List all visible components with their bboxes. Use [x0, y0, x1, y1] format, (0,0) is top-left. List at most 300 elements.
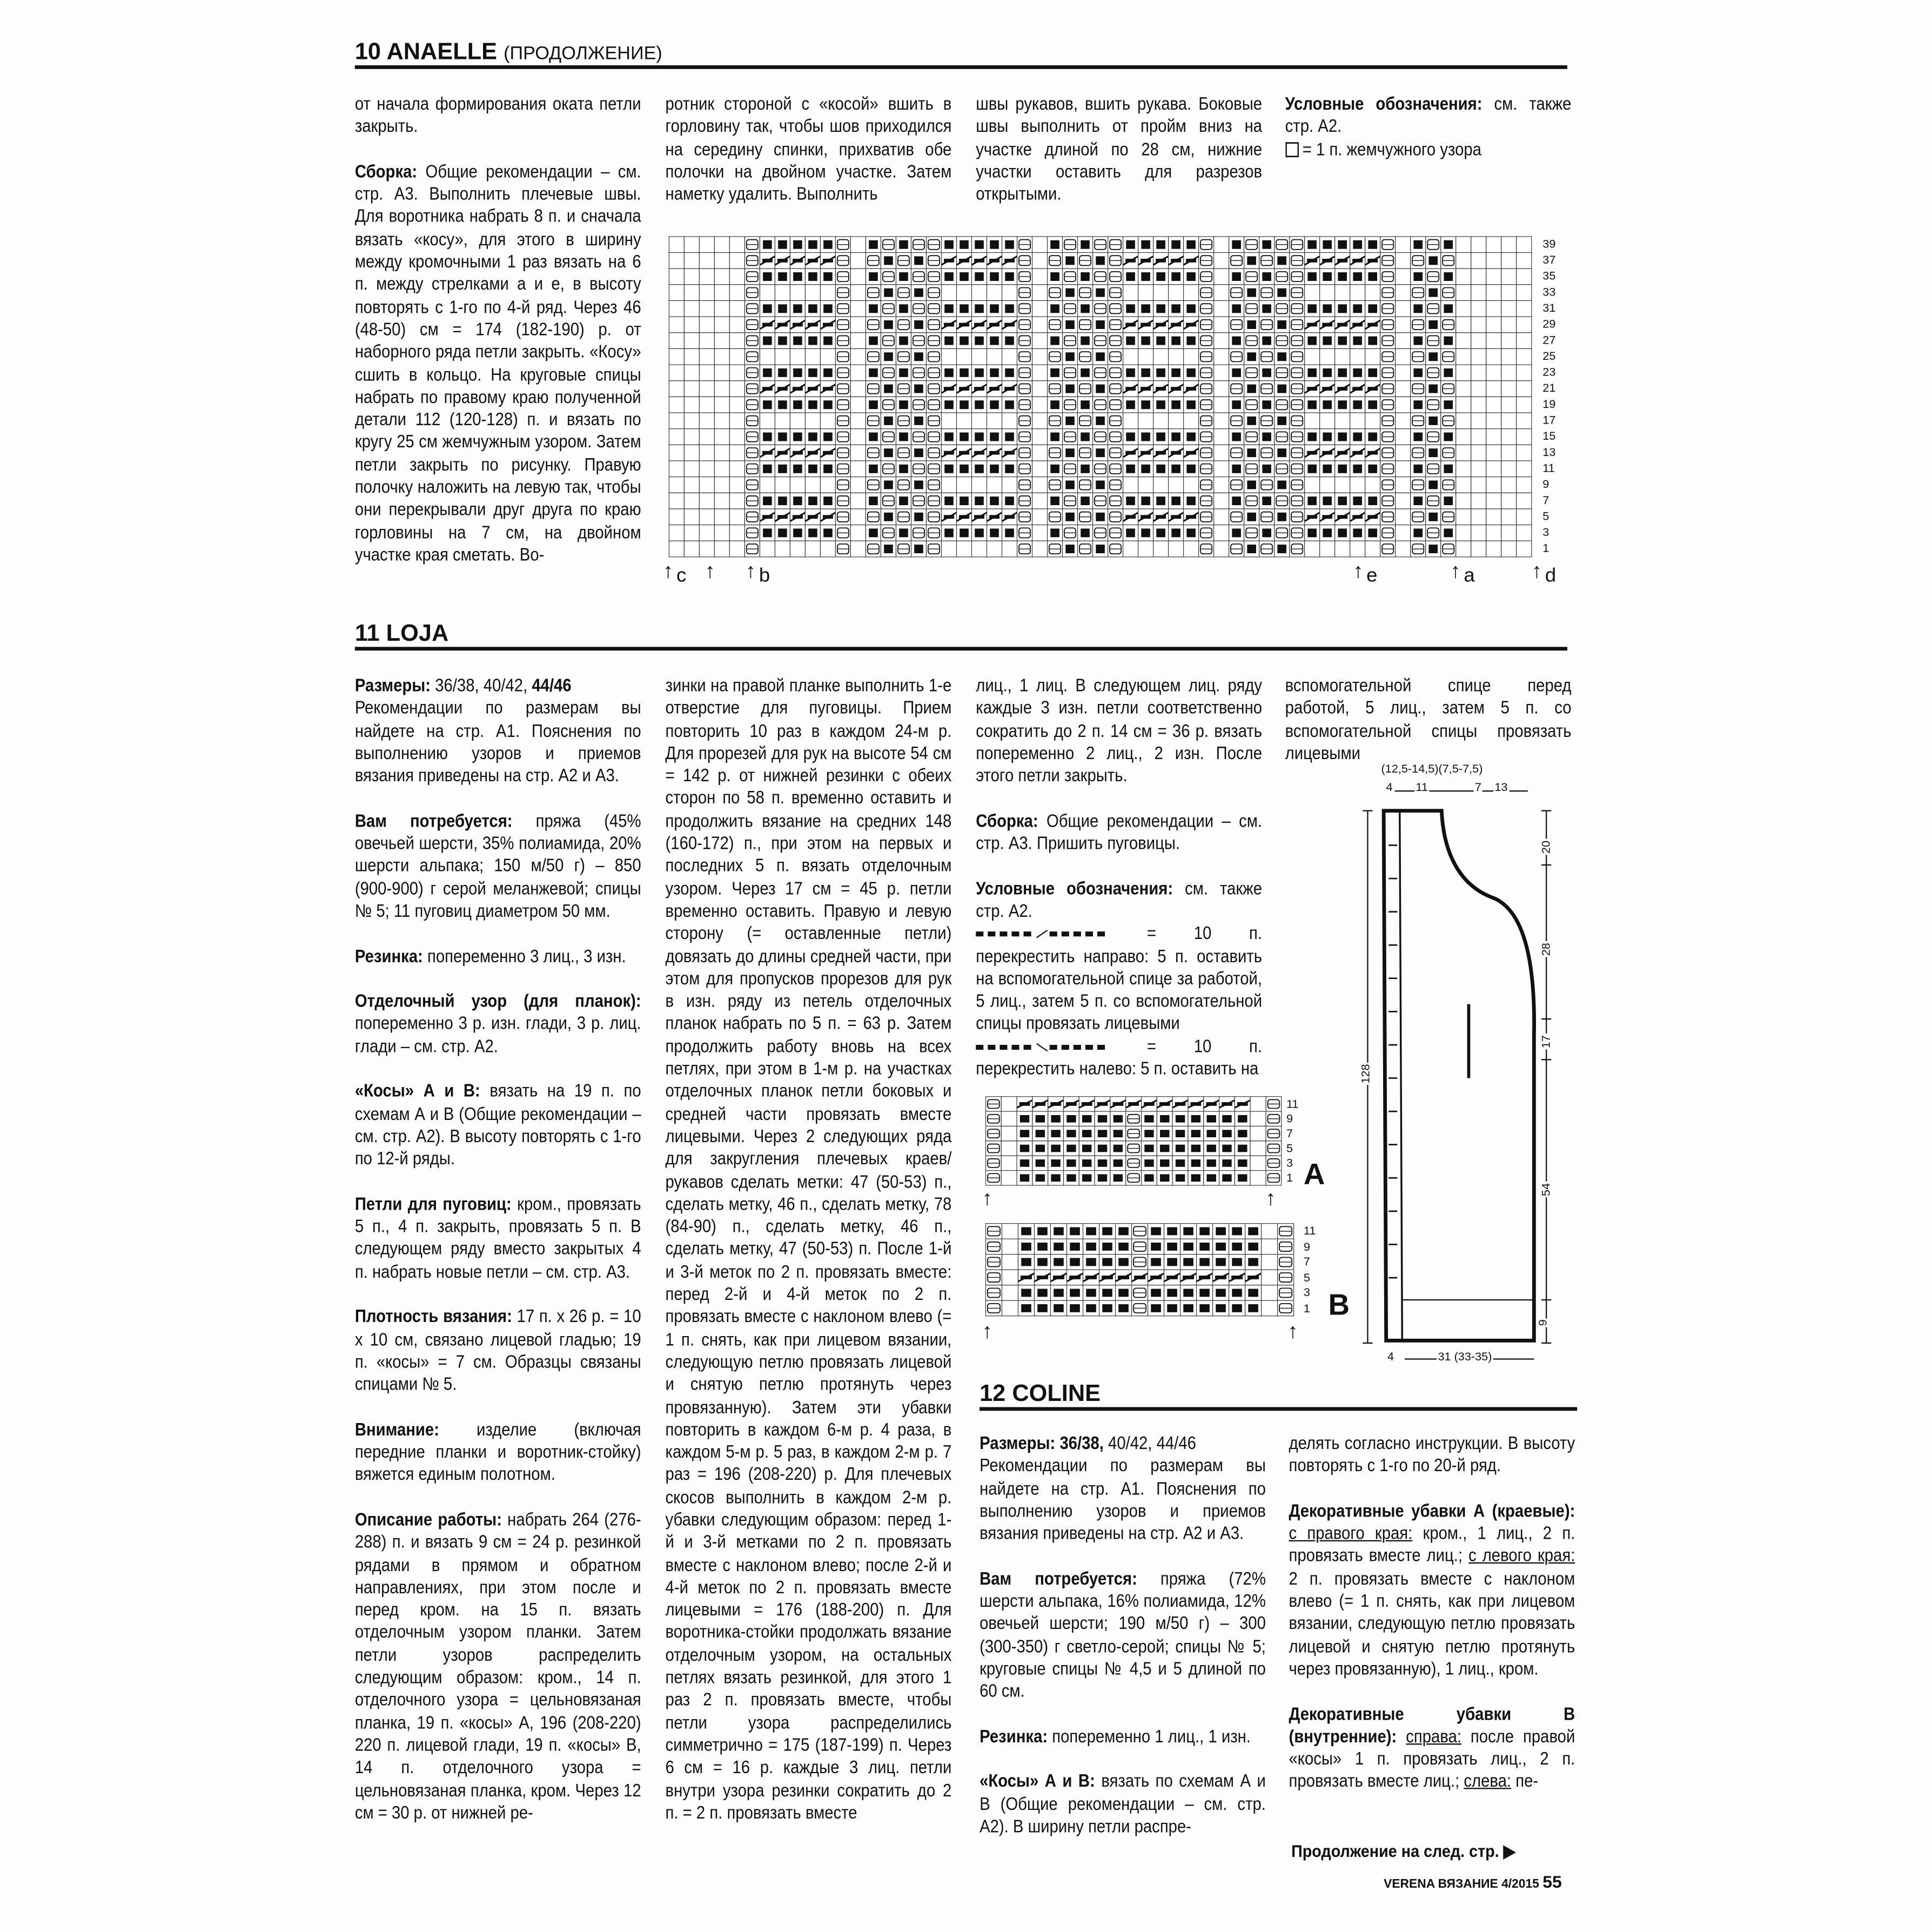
- knit-symbol: [1065, 289, 1075, 297]
- knit-symbol: [1065, 352, 1075, 361]
- chart-cell: [1032, 285, 1048, 301]
- knit-symbol: [975, 432, 984, 441]
- chart-cell: [1471, 541, 1486, 557]
- chart-cell: [1486, 285, 1501, 301]
- knit-symbol: [1065, 417, 1075, 425]
- chart-cell: [714, 397, 729, 413]
- knit-symbol: [1277, 545, 1286, 553]
- knit-symbol: [990, 497, 999, 505]
- cable-right-icon: [976, 929, 1106, 939]
- chart-cell: [1001, 1156, 1017, 1170]
- knit-symbol: [1070, 1304, 1080, 1312]
- knit-symbol: [1444, 465, 1453, 473]
- knit-symbol: [1156, 240, 1165, 249]
- chart-cell: [1250, 1141, 1266, 1156]
- paragraph-label: Резинка:: [980, 1727, 1048, 1747]
- knit-symbol: [1167, 1289, 1177, 1297]
- knit-symbol: [1444, 497, 1453, 505]
- paragraph-text: пе-: [1511, 1772, 1539, 1793]
- loja-column-2: [666, 675, 952, 1848]
- paragraph: [1289, 1433, 1575, 1478]
- knit-symbol: [1102, 1227, 1112, 1235]
- knit-symbol: [1222, 1174, 1231, 1182]
- chart-cell: [729, 333, 744, 349]
- chart-cell: [669, 541, 684, 557]
- chart-cell: [684, 413, 699, 429]
- chart-cell: [1214, 269, 1229, 285]
- knit-symbol: [869, 432, 878, 441]
- chart-cell: [1486, 348, 1501, 365]
- paragraph-label: Сборка:: [976, 811, 1038, 831]
- knit-symbol: [823, 240, 833, 249]
- chart-cell: [669, 348, 684, 365]
- knit-symbol: [1082, 1130, 1091, 1137]
- chart-cell: [941, 477, 956, 493]
- paragraph: [355, 946, 641, 969]
- chart-marker-label: b: [759, 565, 770, 587]
- knit-symbol: [1444, 432, 1453, 441]
- chart-cell: [1032, 493, 1048, 509]
- chart-cell: [1002, 1255, 1018, 1270]
- cable-chart-a-label: A: [1303, 1158, 1325, 1192]
- chart-cell: [699, 541, 714, 557]
- arrow-up-icon: ↑: [662, 559, 674, 583]
- knit-symbol: [884, 289, 893, 297]
- chart-cell: [1486, 509, 1501, 525]
- chart-cell: [699, 493, 714, 509]
- arrow-up-icon: ↑: [982, 1319, 993, 1343]
- chart-cell: [714, 429, 729, 445]
- chart-cell: [987, 348, 1002, 365]
- chart-cell: [805, 477, 820, 493]
- chart-cell: [1486, 381, 1501, 397]
- knit-symbol: [1126, 337, 1135, 345]
- chart-cell: [684, 348, 699, 365]
- paragraph-text: слева:: [1464, 1772, 1512, 1793]
- chart-cell: [1396, 269, 1411, 285]
- chart-cell: [1032, 348, 1048, 365]
- chart-cell: [1396, 525, 1411, 541]
- knit-symbol: [1050, 400, 1059, 409]
- knit-symbol: [1096, 289, 1105, 297]
- chart-cell: [972, 285, 987, 301]
- knit-symbol: [1171, 497, 1180, 505]
- knit-symbol: [778, 497, 787, 505]
- schematic-note: (12,5-14,5)(7,5-7,5): [1381, 762, 1483, 776]
- row-number: 39: [1542, 238, 1556, 252]
- chart-cell: [729, 253, 744, 269]
- chart-cell: [729, 509, 744, 525]
- knit-symbol: [1353, 240, 1362, 249]
- chart-cell: [1517, 253, 1532, 269]
- chart-cell: [1456, 317, 1471, 333]
- chart-cell: [1501, 381, 1517, 397]
- knit-symbol: [990, 465, 999, 473]
- chart-cell: [714, 365, 729, 381]
- dimension-label: 54: [1540, 1182, 1553, 1198]
- knit-symbol: [1020, 1130, 1029, 1137]
- knit-symbol: [1428, 480, 1438, 489]
- chart-cell: [1214, 429, 1229, 445]
- chart-cell: [1153, 413, 1169, 429]
- knit-symbol: [1151, 1243, 1161, 1251]
- knit-symbol: [1156, 465, 1165, 473]
- chart-cell: [1350, 285, 1365, 301]
- chart-cell: [1501, 445, 1517, 461]
- knit-symbol: [1096, 448, 1105, 457]
- knit-symbol: [1191, 1159, 1200, 1167]
- chart-cell: [1001, 1111, 1017, 1126]
- knit-symbol: [990, 400, 999, 409]
- paragraph-text: 40/42, 44/46: [1103, 1434, 1196, 1454]
- chart-cell: [1262, 1224, 1278, 1239]
- knit-symbol: [1368, 528, 1377, 537]
- knit-symbol: [1247, 448, 1256, 457]
- chart-cell: [790, 348, 805, 365]
- chart-cell: [1501, 525, 1517, 541]
- chart-cell: [820, 477, 835, 493]
- knit-symbol: [1307, 304, 1317, 313]
- chart-cell: [729, 300, 744, 317]
- chart-cell: [850, 381, 866, 397]
- chart-cell: [1486, 541, 1501, 557]
- chart-cell: [1396, 237, 1411, 253]
- chart-cell: [1305, 348, 1320, 365]
- chart-cell: [1456, 269, 1471, 285]
- chart-cell: [1456, 445, 1471, 461]
- knit-symbol: [1086, 1258, 1096, 1266]
- knit-symbol: [1118, 1227, 1129, 1235]
- chart-cell: [669, 461, 684, 477]
- knit-symbol: [899, 432, 908, 441]
- chart-cell: [1032, 237, 1048, 253]
- paragraph: [355, 162, 641, 567]
- knit-symbol: [1126, 368, 1135, 377]
- knit-symbol: [1323, 400, 1332, 409]
- knit-symbol: [1247, 417, 1256, 425]
- chart-cell: [1001, 1141, 1017, 1156]
- chart-cell: [1032, 253, 1048, 269]
- knit-symbol: [1186, 528, 1196, 537]
- knit-symbol: [1065, 480, 1075, 489]
- paragraph: [1285, 93, 1572, 161]
- chart-cell: [1456, 348, 1471, 365]
- knit-symbol: [899, 272, 908, 281]
- knit-symbol: [869, 465, 878, 473]
- knit-symbol: [1171, 465, 1180, 473]
- paragraph-text: = 10 п. перекрестить направо: 5 п. оставить на вспомогательной спице за работой, 5 лиц., затем 5 п. со вспомогательной спицы провязать лицевыми: [976, 924, 1263, 1035]
- knit-symbol: [793, 272, 802, 281]
- paragraph-text: Общие рекомендации – см. стр. А3. Пришить пуговицы.: [976, 811, 1263, 854]
- knit-symbol: [1126, 304, 1135, 313]
- chart-cell: [1123, 541, 1138, 557]
- chart-cell: [714, 525, 729, 541]
- knit-symbol: [823, 432, 833, 441]
- chart-cell: [1396, 365, 1411, 381]
- chart-cell: [684, 541, 699, 557]
- paragraph: [355, 93, 641, 138]
- dimension-label: 31 (33-35): [1437, 1351, 1493, 1364]
- chart-cell: [1396, 413, 1411, 429]
- knit-symbol: [1307, 432, 1317, 441]
- section-number: 11: [354, 621, 380, 647]
- knit-symbol: [990, 337, 999, 345]
- chart-cell: [1486, 397, 1501, 413]
- chart-cell: [1501, 300, 1517, 317]
- chart-cell: [1486, 413, 1501, 429]
- knit-symbol: [1081, 497, 1090, 505]
- knit-symbol: [778, 240, 787, 249]
- chart-cell: [820, 285, 835, 301]
- knit-symbol: [944, 497, 954, 505]
- chart-cell: [1456, 541, 1471, 557]
- chart-cell: [1350, 477, 1365, 493]
- knit-symbol: [975, 304, 984, 313]
- row-number: 7: [1286, 1127, 1293, 1141]
- knit-symbol: [884, 256, 893, 265]
- section-subtitle: (ПРОДОЛЖЕНИЕ): [504, 43, 662, 64]
- row-number: 3: [1286, 1157, 1293, 1171]
- chart-cell: [972, 413, 987, 429]
- knit-symbol: [1050, 528, 1059, 537]
- chart-cell: [669, 493, 684, 509]
- chart-cell: [1032, 429, 1048, 445]
- knit-symbol: [1247, 289, 1256, 297]
- knit-symbol: [899, 465, 908, 473]
- knit-symbol: [944, 368, 954, 377]
- knit-symbol: [1176, 1159, 1185, 1167]
- chart-cell: [1456, 237, 1471, 253]
- knit-symbol: [1338, 337, 1347, 345]
- loja-column-3: [976, 675, 1262, 1104]
- chart-cell: [1169, 477, 1184, 493]
- knit-symbol: [1232, 337, 1241, 345]
- knit-symbol: [1353, 368, 1362, 377]
- knit-symbol: [1323, 240, 1332, 249]
- chart-cell: [1471, 348, 1486, 365]
- knit-symbol: [1036, 1115, 1045, 1123]
- row-number: 5: [1303, 1271, 1310, 1285]
- knit-symbol: [1081, 272, 1090, 281]
- knit-symbol: [1428, 513, 1438, 521]
- chart-cell: [1486, 477, 1501, 493]
- chart-cell: [699, 253, 714, 269]
- chart-cell: [699, 381, 714, 397]
- knit-symbol: [1222, 1145, 1231, 1152]
- chart-cell: [1153, 285, 1169, 301]
- chart-cell: [714, 413, 729, 429]
- knit-symbol: [763, 240, 772, 249]
- paragraph: [976, 810, 1262, 855]
- chart-cell: [684, 429, 699, 445]
- knit-symbol: [1005, 497, 1014, 505]
- chart-cell: [1486, 525, 1501, 541]
- chart-cell: [1214, 509, 1229, 525]
- paragraph: [976, 878, 1262, 1081]
- chart-cell: [1032, 365, 1048, 381]
- chart-cell: [1002, 541, 1017, 557]
- chart-cell: [1214, 300, 1229, 317]
- knit-symbol: [914, 480, 923, 489]
- paragraph: [1285, 675, 1572, 766]
- chart-cell: [850, 269, 866, 285]
- knit-symbol: [808, 432, 817, 441]
- chart-cell: [1002, 1300, 1018, 1316]
- chart-cell: [1471, 269, 1486, 285]
- knit-symbol: [1262, 368, 1271, 377]
- chart-cell: [1471, 237, 1486, 253]
- chart-cell: [1250, 1126, 1266, 1141]
- knit-symbol: [1113, 1174, 1123, 1182]
- chart-cell: [729, 429, 744, 445]
- knit-symbol: [1413, 497, 1423, 505]
- chart-cell: [669, 397, 684, 413]
- knit-symbol: [1096, 320, 1105, 329]
- chart-cell: [699, 333, 714, 349]
- knit-symbol: [1005, 400, 1014, 409]
- paragraph: [1289, 1703, 1575, 1794]
- knit-symbol: [1037, 1227, 1048, 1235]
- knit-symbol: [1262, 497, 1271, 505]
- paragraph-text: вязать по схемам А и В (Общие рекомендации – см. стр. А2). В ширину петли распре-: [980, 1772, 1266, 1837]
- knit-symbol: [1144, 1130, 1153, 1137]
- chart-cell: [1214, 365, 1229, 381]
- chart-cell: [1396, 317, 1411, 333]
- knit-symbol: [1353, 304, 1362, 313]
- knit-symbol: [1368, 432, 1377, 441]
- knit-symbol: [1036, 1145, 1045, 1152]
- chart-cell: [1320, 413, 1335, 429]
- knit-symbol: [960, 272, 969, 281]
- chart-cell: [1184, 348, 1199, 365]
- paragraph-label: Размеры:: [354, 676, 431, 696]
- knit-symbol: [1277, 352, 1286, 361]
- chart-cell: [850, 253, 866, 269]
- paragraph-text: набрать 264 (276-288) п. и вязать 9 см = 24 р. резинкой рядами в прямом и обратном направлениях, при этом после и перед кром. на 15 п. вязать отделочным узором планки. Затем петли узоров распределить следующим образом: кром., 14 п. отделочного узора = цельновязаная планка, 19 п. «косы» А, 196 (208-220) 220 п. лицевой глади, 19 п. «косы» В, 14 п. отделочного узора = цельновязаная планка, кром. Через 12 см = 30 р. от нижней ре-: [354, 1510, 641, 1823]
- knit-symbol: [823, 272, 833, 281]
- knit-symbol: [1020, 1174, 1029, 1182]
- knit-symbol: [1050, 497, 1059, 505]
- chart-cell: [699, 509, 714, 525]
- knit-symbol: [1353, 528, 1362, 537]
- paragraph-text: пряжа (45% овечьей шерсти, 35% полиамида, 20% шерсти альпака; 150 м/50 г) – 850 (900-900) г серой меланжевой; спицы № 5; 11 пуговиц диаметром 50 мм.: [354, 811, 641, 922]
- knit-symbol: [1186, 368, 1196, 377]
- knit-symbol: [793, 400, 802, 409]
- knit-symbol: [1066, 1130, 1076, 1137]
- chart-cell: [729, 525, 744, 541]
- knit-symbol: [1156, 432, 1165, 441]
- paragraph: [976, 93, 1262, 206]
- knit-symbol: [944, 304, 954, 313]
- knit-symbol: [1141, 400, 1150, 409]
- knit-symbol: [823, 368, 833, 377]
- chart-cell: [1517, 237, 1532, 253]
- chart-cell: [1517, 429, 1532, 445]
- section-title: COLINE: [1012, 1381, 1101, 1407]
- chart-cell: [957, 477, 972, 493]
- knit-symbol: [763, 368, 772, 377]
- chart-cell: [1365, 285, 1380, 301]
- knit-symbol: [1413, 368, 1423, 377]
- knit-symbol: [793, 528, 802, 537]
- knit-symbol: [1096, 352, 1105, 361]
- chart-cell: [1501, 253, 1517, 269]
- knit-symbol: [793, 465, 802, 473]
- knit-symbol: [975, 465, 984, 473]
- chart-cell: [1032, 413, 1048, 429]
- chart-cell: [1517, 365, 1532, 381]
- knit-symbol: [1338, 432, 1347, 441]
- chart-cell: [669, 253, 684, 269]
- knit-symbol: [1353, 272, 1362, 281]
- chart-cell: [1214, 461, 1229, 477]
- cable-left-icon: [976, 1042, 1106, 1052]
- chart-cell: [1250, 1097, 1266, 1111]
- knit-symbol: [1156, 272, 1165, 281]
- chart-cell: [714, 493, 729, 509]
- knit-symbol: [1156, 304, 1165, 313]
- chart-cell: [1501, 397, 1517, 413]
- paragraph-text: кром., провязать 5 п., 4 п. закрыть, провязать 5 п. В следующем ряду вместо закрытых 4 п. набрать новые петли – см. стр. А3.: [354, 1195, 641, 1283]
- chart-cell: [729, 493, 744, 509]
- chart-cell: [1262, 1270, 1278, 1285]
- knit-symbol: [1171, 528, 1180, 537]
- knit-symbol: [1247, 513, 1256, 521]
- chart-cell: [1032, 333, 1048, 349]
- chart-cell: [1305, 413, 1320, 429]
- chart-cell: [941, 348, 956, 365]
- chart-cell: [714, 477, 729, 493]
- chart-cell: [850, 525, 866, 541]
- chart-cell: [1184, 541, 1199, 557]
- chart-cell: [1305, 285, 1320, 301]
- chart-cell: [957, 285, 972, 301]
- knit-symbol: [1216, 1258, 1226, 1266]
- knit-symbol: [1171, 304, 1180, 313]
- chart-cell: [850, 237, 866, 253]
- paragraph-label: «Косы» А и В:: [354, 1082, 480, 1102]
- knit-symbol: [1171, 368, 1180, 377]
- knit-symbol: [1051, 1115, 1060, 1123]
- knit-symbol: [914, 417, 923, 425]
- chart-cell: [1214, 333, 1229, 349]
- chart-cell: [850, 493, 866, 509]
- chart-cell: [1305, 541, 1320, 557]
- knit-symbol: [763, 272, 772, 281]
- chart-cell: [972, 477, 987, 493]
- knit-symbol: [914, 545, 923, 553]
- knit-symbol: [1262, 337, 1271, 345]
- pearl-box-icon: [1285, 142, 1299, 158]
- chart-cell: [1456, 413, 1471, 429]
- knit-symbol: [960, 497, 969, 505]
- knit-symbol: [1171, 400, 1180, 409]
- chart-cell: [1456, 333, 1471, 349]
- knit-symbol: [778, 528, 787, 537]
- knit-symbol: [1338, 497, 1347, 505]
- chart-cell: [1456, 253, 1471, 269]
- chart-cell: [684, 397, 699, 413]
- row-number: 9: [1286, 1112, 1293, 1126]
- knit-symbol: [1186, 337, 1196, 345]
- knit-symbol: [1353, 497, 1362, 505]
- knit-symbol: [1126, 400, 1135, 409]
- knit-symbol: [1086, 1304, 1096, 1312]
- chart-cell: [972, 348, 987, 365]
- knit-symbol: [763, 304, 772, 313]
- chart-cell: [1335, 541, 1350, 557]
- knit-symbol: [1199, 1258, 1210, 1266]
